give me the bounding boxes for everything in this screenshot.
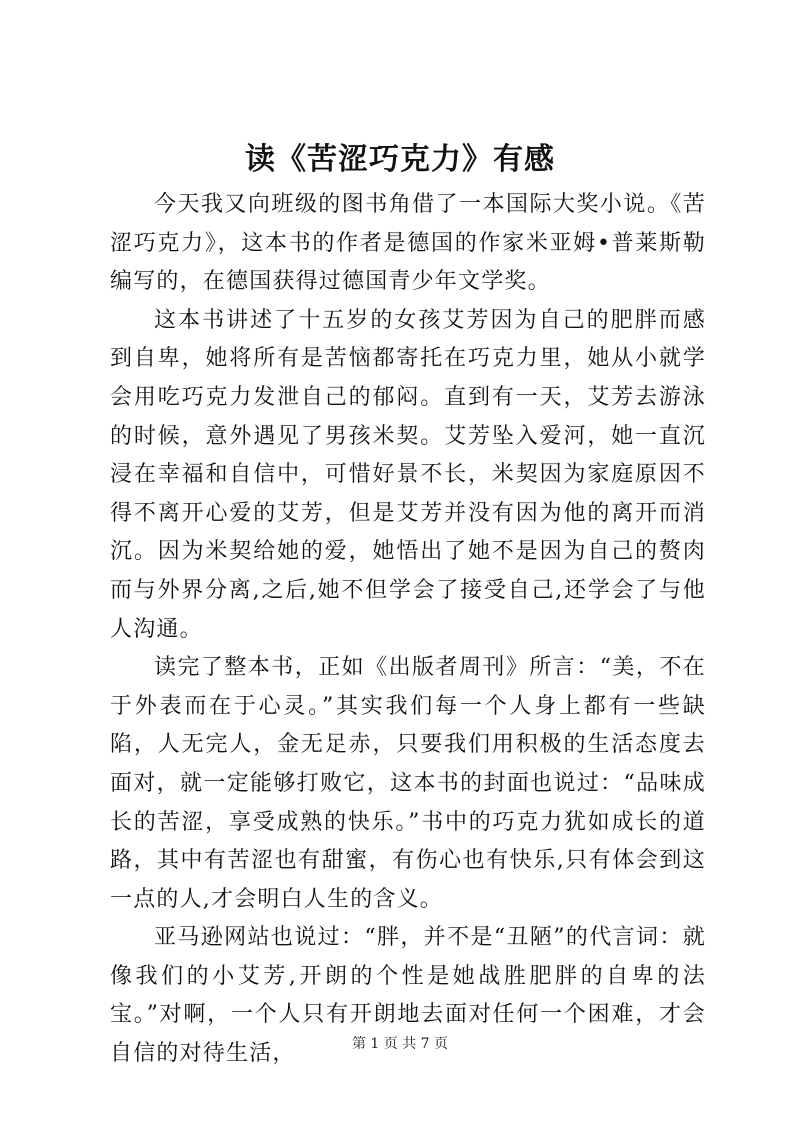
- paragraph-2: 这本书讲述了十五岁的女孩艾芳因为自己的肥胖而感到自卑，她将所有是苦恼都寄托在巧克力里，她从小就学会用吃巧克力发泄自己的郁闷。直到有一天，艾芳去游泳的时候，意外遇见了男孩米契。艾芳坠入爱河，她一直沉浸在幸福和自信中，可惜好景不长，米契因为家庭原因不得不离开心爱的艾芳，但是艾芳并没有因为他的离开而消沉。因为米契给她的爱，她悟出了她不是因为自己的赘肉而与外界分离,之后,她不但学会了接受自己,还学会了与他人沟通。: [110, 307, 706, 642]
- paragraph-3: 读完了整本书，正如《出版者周刊》所言：“美，不在于外表而在于心灵。”其实我们每一个人身上都有一些缺陷，人无完人，金无足赤，只要我们用积极的生活态度去面对，就一定能够打败它，这本书的封面也说过：“品味成长的苦涩，享受成熟的快乐。”书中的巧克力犹如成长的道路，其中有苦涩也有甜蜜，有伤心也有快乐,只有体会到这一点的人,才会明白人生的含义。: [110, 655, 706, 912]
- paragraph-1: 今天我又向班级的图书角借了一本国际大奖小说。《苦涩巧克力》，这本书的作者是德国的作家米亚姆•普莱斯勒编写的，在德国获得过德国青少年文学奖。: [110, 192, 706, 295]
- document-body: [110, 186, 706, 1074]
- page-number-footer: 第 1 页 共 7 页: [351, 1036, 449, 1052]
- paragraph-4: 亚马逊网站也说过：“胖，并不是“丑陋”的代言词：就像我们的小艾芳,开朗的个性是她战胜肥胖的自卑的法宝。”对啊，一个人只有开朗地去面对任何一个困难，才会自信的对待生活，: [110, 925, 706, 1067]
- document-title: 读《苦涩巧克力》有感: [245, 142, 555, 177]
